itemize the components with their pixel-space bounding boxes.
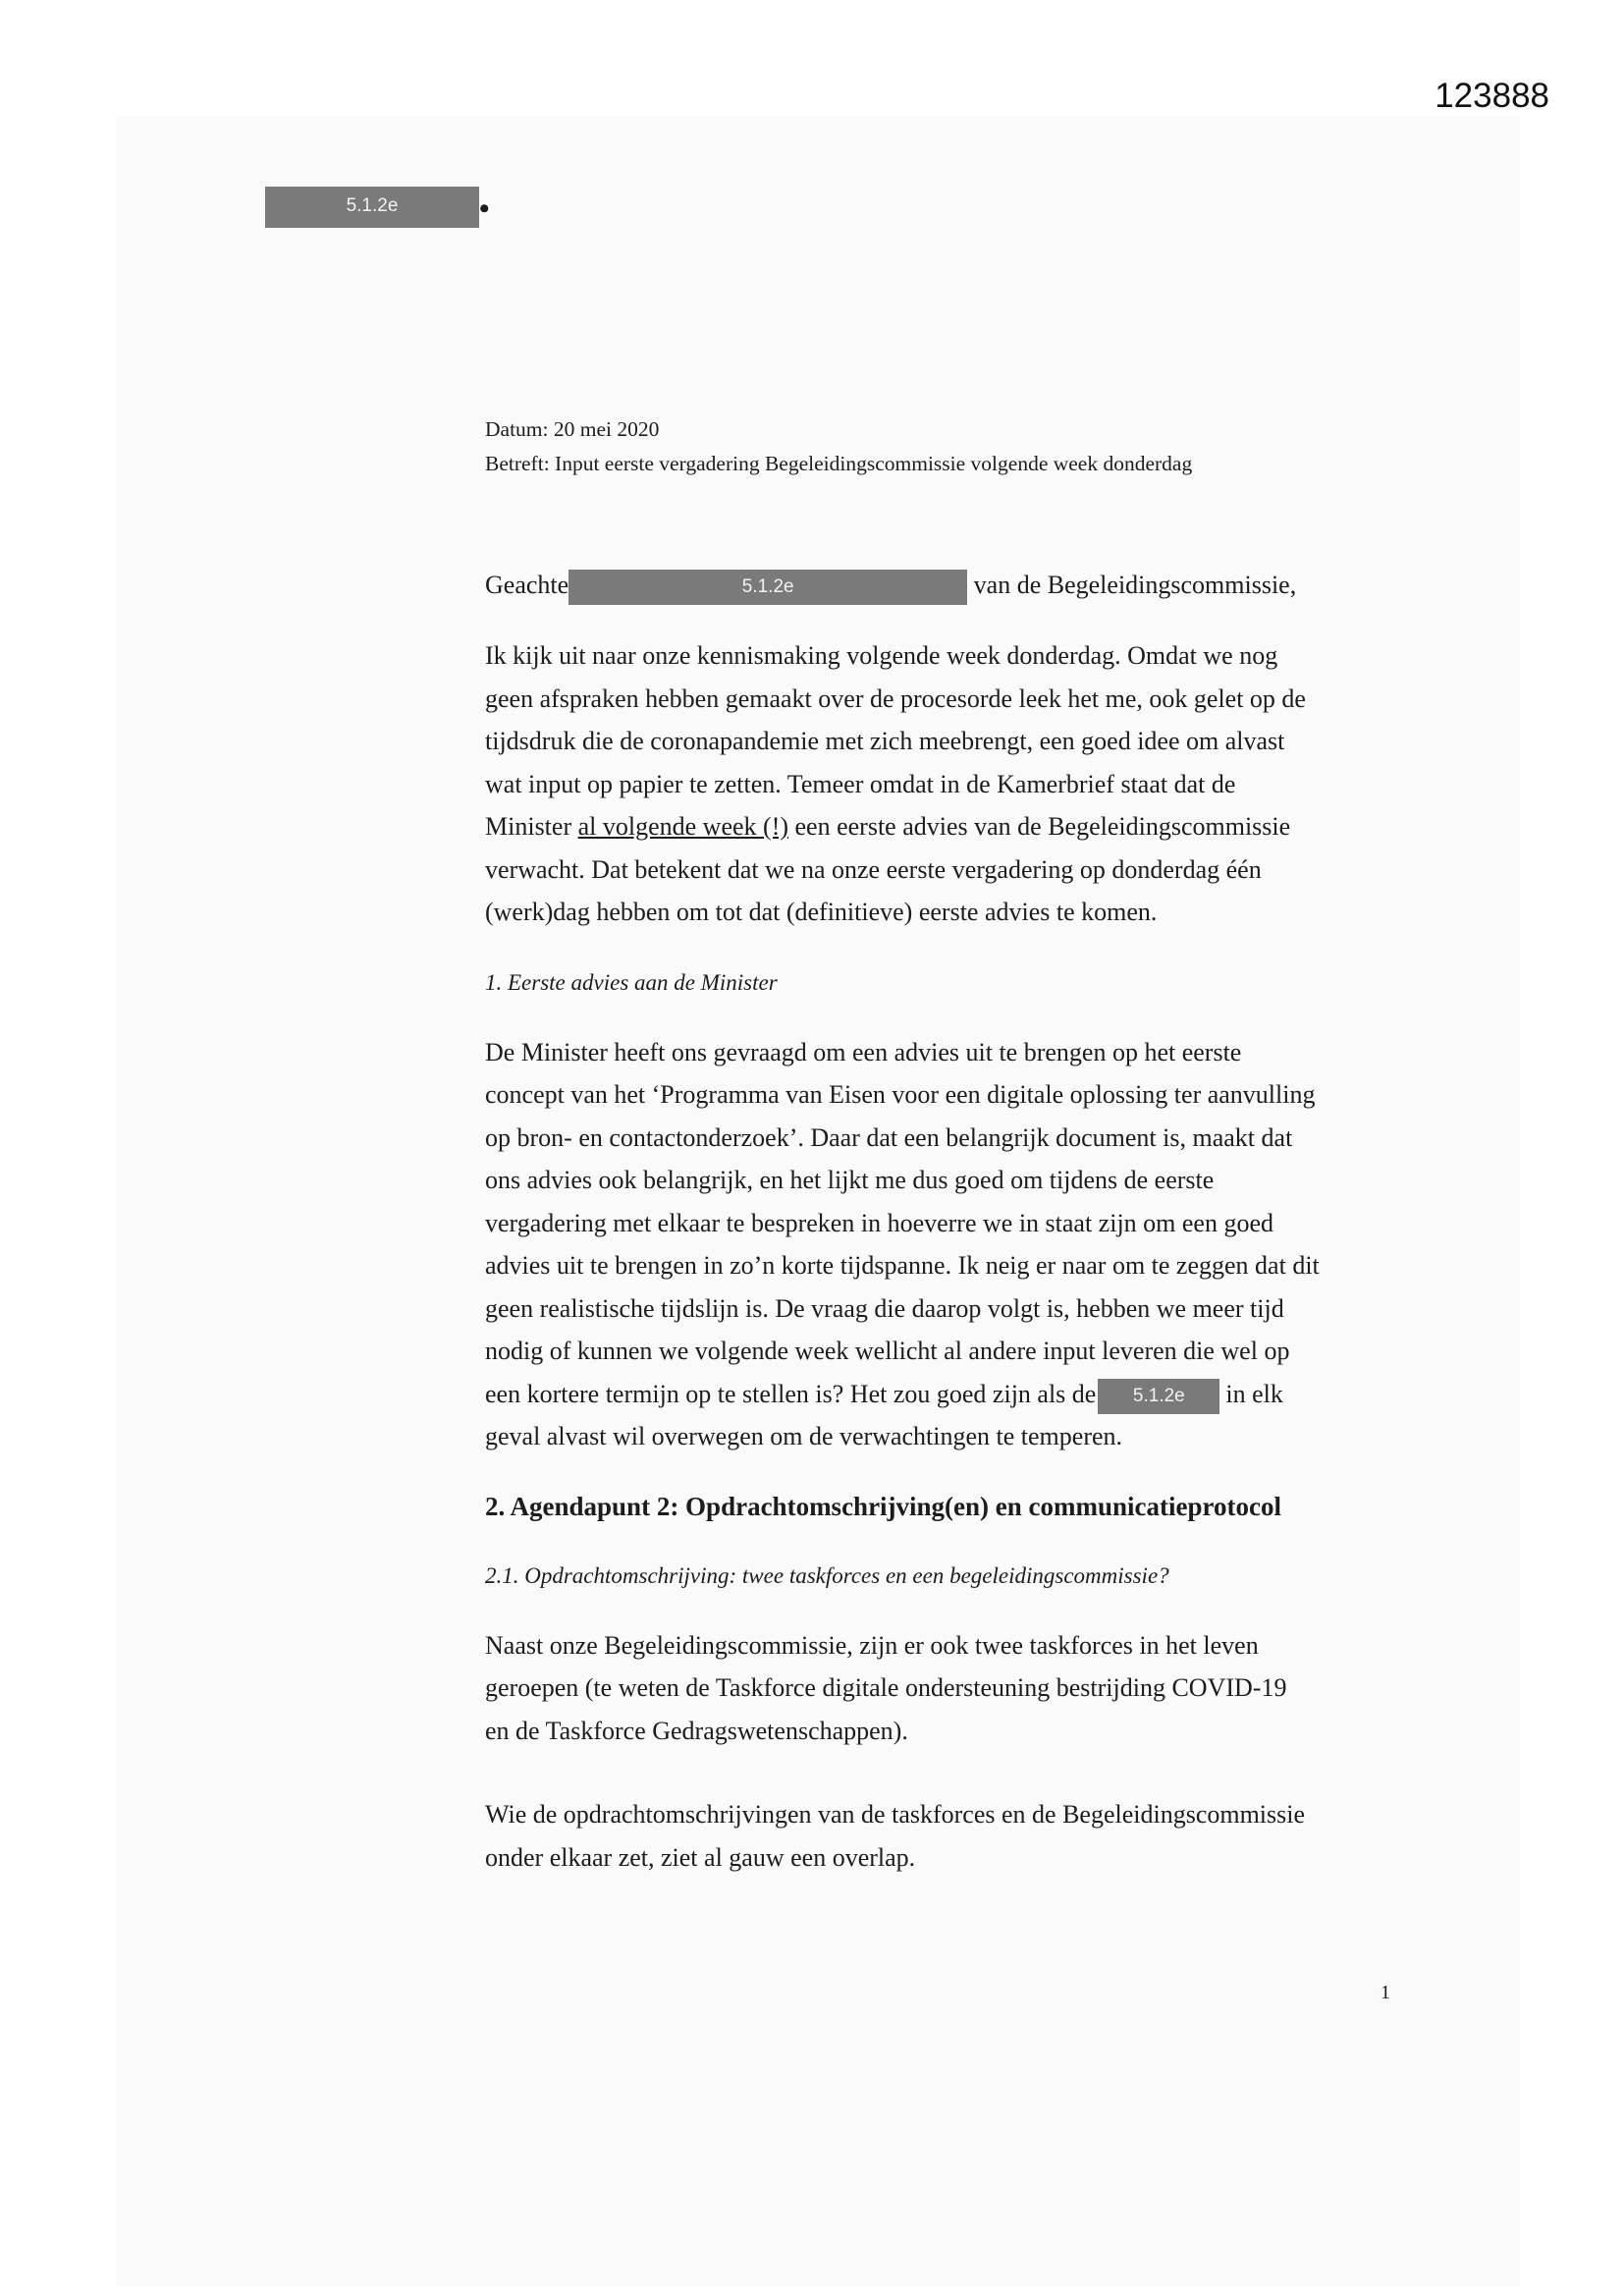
salutation-greeting: Geachte <box>485 571 569 599</box>
text-line: geroepen (te weten de Taskforce digitale ondersteuning bestrijding COVID-19 <box>485 1673 1287 1702</box>
text-line: op bron- en contactonderzoek’. Daar dat een belangrijk document is, maakt dat <box>485 1122 1293 1152</box>
document-number: 123888 <box>1435 77 1549 115</box>
heading-opdrachtomschrijving: 2.1. Opdrachtomschrijving: twee taskforces en een begeleidingscommissie? <box>485 1562 1169 1588</box>
letter-meta <box>485 412 1192 481</box>
text-line: Wie de opdrachtomschrijvingen van de taskforces en de Begeleidingscommissie <box>485 1800 1306 1829</box>
text-line: geen afspraken hebben gemaakt over de procesorde leek het me, ook gelet op de <box>485 683 1306 713</box>
underlined-emphasis: al volgende week (!) <box>577 812 789 841</box>
text-line: advies uit te brengen in zo’n korte tijdspanne. Ik neig er naar om te zeggen dat dit <box>485 1251 1320 1280</box>
text-line: ons advies ook belangrijk, en het lijkt me dus goed om tijdens de eerste <box>485 1166 1215 1194</box>
text-line: geen realistische tijdslijn is. De vraag die daarop volgt is, hebben we meer tijd <box>485 1293 1284 1323</box>
text-line: Naast onze Begeleidingscommissie, zijn er ook twee taskforces in het leven <box>485 1630 1259 1660</box>
inline-redaction-box: 5.1.2e <box>1098 1379 1219 1414</box>
header-redaction-box: 5.1.2e <box>265 187 479 228</box>
advice-paragraph <box>485 1031 1398 1458</box>
text-line: tijdsdruk die de coronapandemie met zich meebrengt, een goed idee om alvast <box>485 727 1285 755</box>
salutation-recipient: van de Begeleidingscommissie, <box>973 571 1297 599</box>
text-line: De Minister heeft ons gevraagd om een advies uit te brengen op het eerste <box>485 1037 1242 1066</box>
date-line: Datum: 20 mei 2020 <box>485 417 660 441</box>
text-line <box>485 805 1398 848</box>
text-fragment: een eerste advies van de Begeleidingscommissie <box>794 812 1291 841</box>
text-fragment: in elk <box>1225 1379 1283 1408</box>
text-line: wat input op papier te zetten. Temeer omdat in de Kamerbrief staat dat de <box>485 769 1236 798</box>
header-mark: • <box>479 192 490 225</box>
letter-body <box>485 558 1398 1879</box>
intro-paragraph <box>485 634 1398 934</box>
text-line: concept van het ‘Programma van Eisen voor een digitale oplossing ter aanvulling <box>485 1080 1316 1109</box>
salutation <box>485 558 1398 613</box>
text-line <box>485 1373 1398 1416</box>
heading-eerste-advies: 1. Eerste advies aan de Minister <box>485 969 778 995</box>
text-line: Ik kijk uit naar onze kennismaking volgende week donderdag. Omdat we nog <box>485 641 1278 670</box>
text-fragment: een kortere termijn op te stellen is? Het zou goed zijn als de <box>485 1379 1097 1408</box>
text-fragment: Minister <box>485 812 572 841</box>
text-line: nodig of kunnen we volgende week wellicht al andere input leveren die wel op <box>485 1337 1290 1365</box>
overlap-paragraph <box>485 1793 1398 1879</box>
text-line: geval alvast wil overwegen om de verwachtingen te temperen. <box>485 1422 1123 1450</box>
text-line: (werk)dag hebben om tot dat (definitieve) eerste advies te komen. <box>485 898 1158 926</box>
text-line: verwacht. Dat betekent dat we na onze eerste vergadering op donderdag één <box>485 854 1262 884</box>
page-number: 1 <box>1380 1982 1390 2003</box>
text-line: onder elkaar zet, ziet al gauw een overlap. <box>485 1842 916 1872</box>
taskforces-paragraph <box>485 1624 1398 1753</box>
text-line: vergadering met elkaar te bespreken in hoeverre we in staat zijn om een goed <box>485 1208 1274 1237</box>
text-line: en de Taskforce Gedragswetenschappen). <box>485 1716 908 1745</box>
heading-agendapunt-2: 2. Agendapunt 2: Opdrachtomschrijving(en) en communicatieprotocol <box>485 1491 1281 1521</box>
salutation-redaction-box: 5.1.2e <box>568 570 967 605</box>
subject-line: Betreft: Input eerste vergadering Begeleidingscommissie volgende week donderdag <box>485 452 1193 475</box>
